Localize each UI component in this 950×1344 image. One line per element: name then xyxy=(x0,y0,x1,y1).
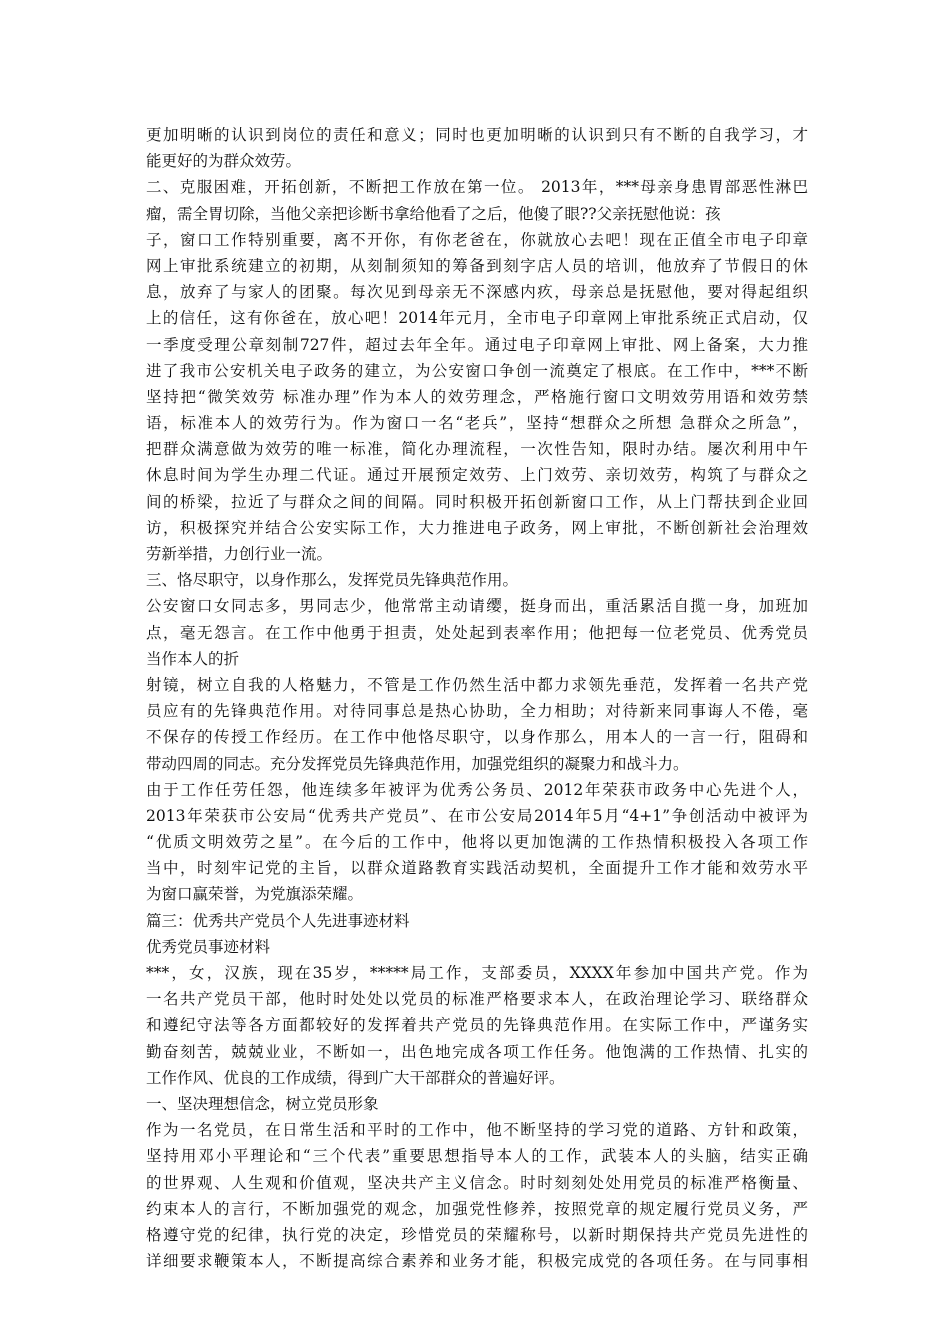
text-line: 约束本人的言行，不断加强党的观念，加强党性修养，按照党章的规定履行党员义务，严 xyxy=(146,1199,808,1218)
text-line: 格遵守党的纪律，执行党的决定，珍惜党员的荣耀称号，以新时期保持共产党员先进性的 xyxy=(146,1225,808,1244)
text-line: 详细要求鞭策本人，不断提高综合素养和业务才能，积极完成党的各项任务。在与同事相 xyxy=(146,1252,808,1271)
text-line: 子，窗口工作特别重要，离不开你，有你老爸在，你就放心去吧！现在正值全市电子印章 xyxy=(146,230,808,249)
text-line: 访，积极探究并结合公安实际工作，大力推进电子政务，网上审批，不断创新社会治理效 xyxy=(146,518,808,537)
text-line: 2013年荣获市公安局“优秀共产党员”、在市公安局2014年5月“4+1”争创活动中被评为 xyxy=(146,806,808,825)
text-line: 工作作风、优良的工作成绩，得到广大干部群众的普遍好评。 xyxy=(146,1068,565,1087)
text-line: 坚持把“微笑效劳 标准办理”作为本人的效劳理念，严格施行窗口文明效劳用语和效劳禁 xyxy=(146,387,808,406)
document-page xyxy=(146,122,808,1274)
text-line: 和遵纪守法等各方面都较好的发挥着共产党员的先锋典范作用。在实际工作中，严谨务实 xyxy=(146,1016,808,1035)
text-line: 上的信任，这有你爸在，放心吧！2014年元月，全市电子印章网上审批系统正式启动，仅 xyxy=(146,309,808,328)
text-line: 坚持用邓小平理论和“三个代表”重要思想指导本人的工作，武装本人的头脑，结实正确 xyxy=(146,1147,808,1166)
text-line: 一、坚决理想信念，树立党员形象 xyxy=(146,1094,379,1113)
text-line: 休息时间为学生办理二代证。通过开展预定效劳、上门效劳、亲切效劳，构筑了与群众之 xyxy=(146,466,808,485)
text-line: 由于工作任劳任怨，他连续多年被评为优秀公务员、2012年荣获市政务中心先进个人， xyxy=(146,780,808,799)
text-line: 进了我市公安机关电子政务的建立，为公安窗口争创一流奠定了根底。在工作中，***不断 xyxy=(146,361,808,380)
text-line: 劳新举措，力创行业一流。 xyxy=(146,545,333,563)
text-line: 的世界观、人生观和价值观，坚决共产主义信念。时时刻刻处处用党员的标准严格衡量、 xyxy=(146,1173,808,1192)
text-line: “优质文明效劳之星”。在今后的工作中，他将以更加饱满的工作热情积极投入各项工作 xyxy=(146,833,808,852)
text-line: 勤奋刻苦，兢兢业业，不断如一，出色地完成各项工作任务。他饱满的工作热情、扎实的 xyxy=(146,1042,808,1061)
text-line: 息，放弃了与家人的团聚。每次见到母亲无不深感内疚，母亲总是抚慰他，要对得起组织 xyxy=(146,283,808,302)
text-line: 公安窗口女同志多，男同志少，他常常主动请缨，挺身而出，重活累活自揽一身，加班加 xyxy=(146,597,808,616)
text-line: 一季度受理公章刻制727件，超过去年全年。通过电子印章网上审批、网上备案，大力推 xyxy=(146,335,808,354)
text-line: 员应有的先锋典范作用。对待同事总是热心协助，全力相助；对待新来同事诲人不倦，毫 xyxy=(146,702,808,721)
text-line: 三、恪尽职守，以身作那么，发挥党员先锋典范作用。 xyxy=(146,571,519,590)
text-line: 当中，时刻牢记党的主旨，以群众道路教育实践活动契机，全面提升工作才能和效劳水平 xyxy=(146,859,808,878)
text-line: 网上审批系统建立的初期，从刻制须知的筹备到刻字店人员的培训，他放弃了节假日的休 xyxy=(146,256,808,275)
text-line: 点，毫无怨言。在工作中他勇于担责，处处起到表率作用；他把每一位老党员、优秀党员 xyxy=(146,623,808,642)
text-line: 为窗口赢荣誉，为党旗添荣耀。 xyxy=(146,885,364,904)
text-line: 当作本人的折 xyxy=(146,649,240,668)
text-line: 把群众满意做为效劳的唯一标准，简化办理流程，一次性告知，限时办结。屡次利用中午 xyxy=(146,440,808,459)
text-line: 间的桥梁，拉近了与群众之间的间隔。同时积极开拓创新窗口工作，从上门帮扶到企业回 xyxy=(146,492,808,511)
text-line: ***，女，汉族，现在35岁，*****局工作，支部委员，XXXX年参加中国共产党。作为 xyxy=(146,964,808,982)
text-line: 语，标准本人的效劳行为。作为窗口一名“老兵”，坚持“想群众之所想 急群众之所急”， xyxy=(146,414,808,433)
text-line: 一名共产党员干部，他时时处处以党员的标准严格要求本人，在政治理论学习、联络群众 xyxy=(146,990,808,1009)
text-line: 瘤，需全胃切除，当他父亲把诊断书拿给他看了之后，他傻了眼??父亲抚慰他说：孩 xyxy=(146,204,721,223)
text-line: 二、克服困难，开拓创新，不断把工作放在第一位。 2013年，***母亲身患胃部恶性淋巴 xyxy=(146,178,808,197)
text-line: 带动四周的同志。充分发挥党员先锋典范作用，加强党组织的凝聚力和战斗力。 xyxy=(146,754,689,773)
text-line: 更加明晰的认识到岗位的责任和意义；同时也更加明晰的认识到只有不断的自我学习，才 xyxy=(146,126,808,144)
text-line: 射镜，树立自我的人格魅力，不管是工作仍然生活中都力求领先垂范，发挥着一名共产党 xyxy=(146,675,808,694)
text-line: 篇三：优秀共产党员个人先进事迹材料 xyxy=(146,911,410,930)
text-line: 作为一名党员，在日常生活和平时的工作中，他不断坚持的学习党的道路、方针和政策， xyxy=(146,1121,808,1140)
text-line: 优秀党员事迹材料 xyxy=(146,937,271,956)
text-line: 不保存的传授工作经历。在工作中他恪尽职守，以身作那么，用本人的一言一行，阻碍和 xyxy=(146,728,808,747)
text-line: 能更好的为群众效劳。 xyxy=(146,152,302,171)
